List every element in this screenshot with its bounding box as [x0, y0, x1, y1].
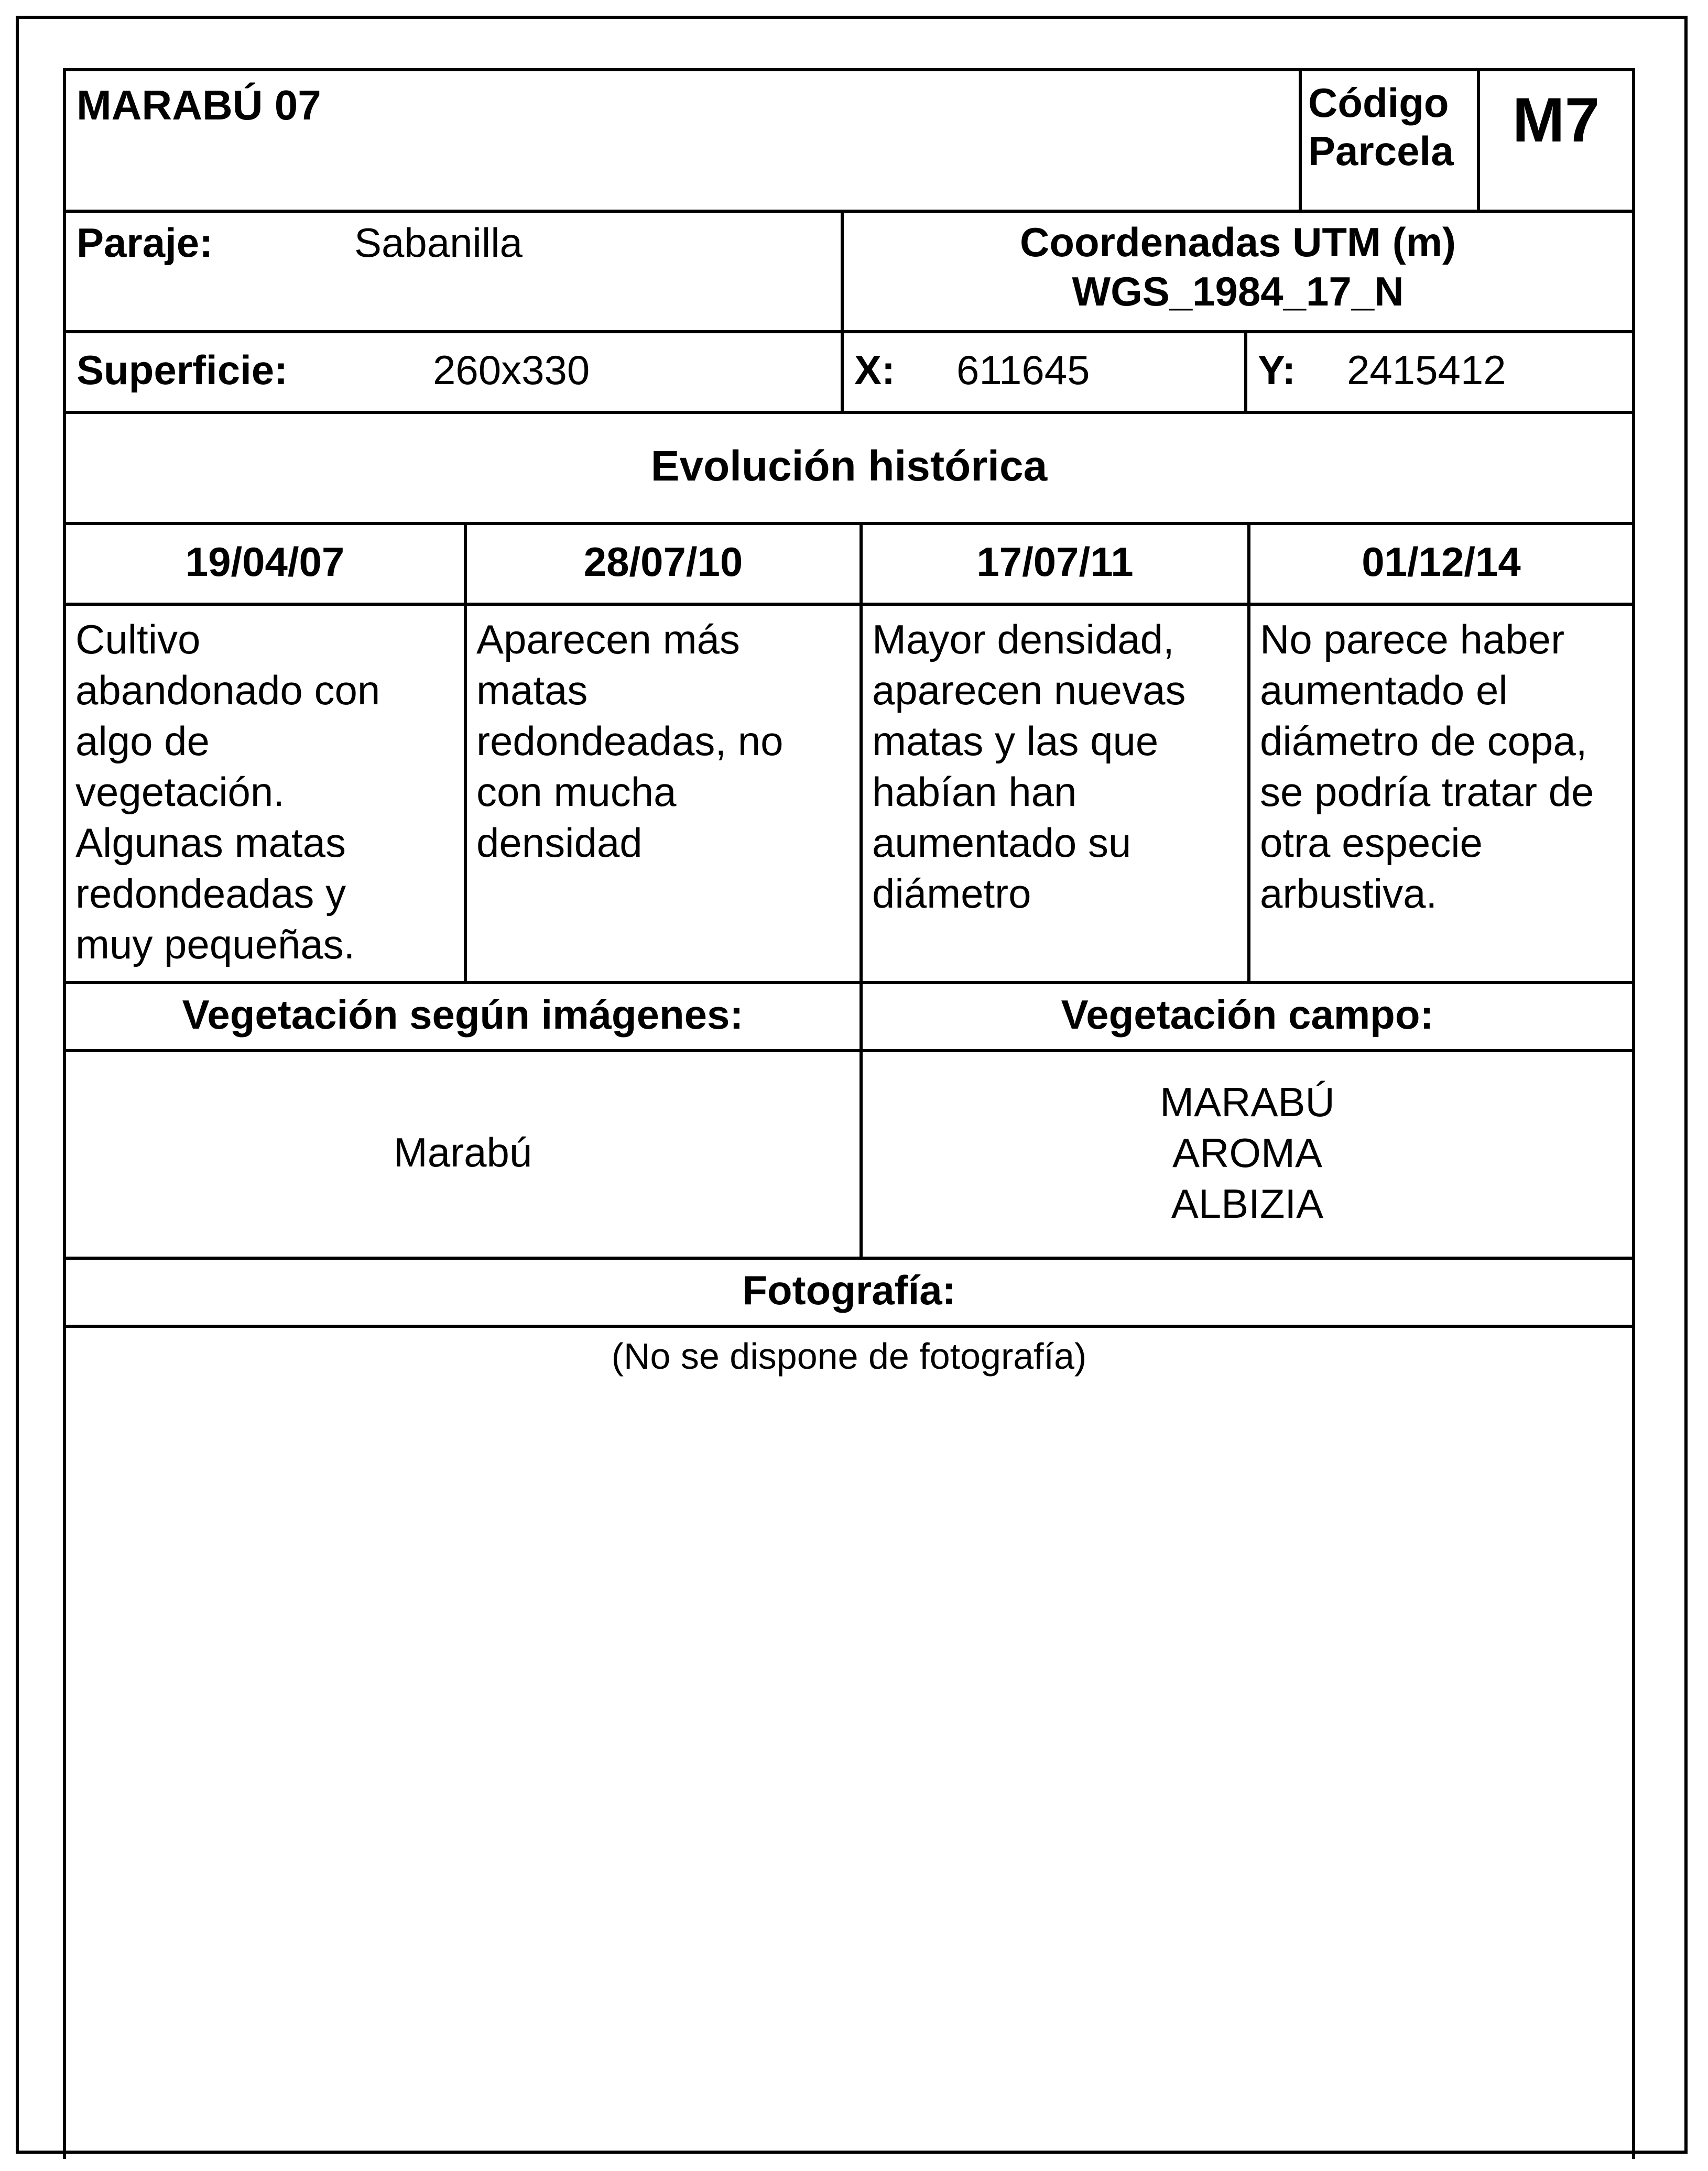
code-label-line1: Código	[1308, 80, 1449, 126]
description-line: aumentado el	[1260, 667, 1508, 713]
description-line: arbustiva.	[1260, 870, 1438, 917]
description-line: Mayor densidad,	[872, 616, 1174, 662]
evolution-description	[467, 603, 863, 981]
code-label-line2: Parcela	[1308, 128, 1454, 174]
paraje-label: Paraje:	[77, 220, 213, 266]
evolution-date: 19/04/07	[66, 522, 467, 603]
paraje-value: Sabanilla	[354, 220, 523, 266]
evolution-date: 01/12/14	[1362, 539, 1521, 585]
evolution-description	[1250, 603, 1632, 981]
description-line: aparecen nuevas	[872, 667, 1186, 713]
vegetation-header-row	[66, 981, 1632, 1052]
description-line: abandonado con	[75, 667, 380, 713]
description-line: vegetación.	[75, 769, 285, 815]
description-line: aumentado su	[872, 820, 1132, 866]
location-row	[66, 210, 1632, 333]
description-line: muy pequeñas.	[75, 921, 355, 967]
evolution-title: Evolución histórica	[650, 442, 1048, 490]
evolution-descriptions-row	[66, 603, 1632, 984]
evolution-description	[863, 603, 1250, 981]
vegetation-field-label: Vegetación campo:	[1061, 991, 1434, 1038]
x-value: 611645	[956, 347, 1090, 394]
description-line: con mucha	[476, 769, 677, 815]
vegetation-values-row	[66, 1049, 1632, 1260]
evolution-dates-row	[66, 522, 1632, 606]
species-item: ALBIZIA	[1171, 1180, 1324, 1227]
coords-title-line2: WGS_1984_17_N	[1072, 268, 1404, 314]
description-line: algo de	[75, 718, 210, 764]
description-line: se podría tratar de	[1260, 769, 1594, 815]
description-line: redondeadas, no	[476, 718, 784, 764]
evolution-description	[66, 603, 467, 981]
evolution-date: 17/07/11	[863, 522, 1250, 603]
photo-header-row	[66, 1257, 1632, 1328]
code-value: M7	[1512, 85, 1600, 155]
superficie-row	[66, 330, 1632, 414]
evolution-title-row	[66, 411, 1632, 525]
photo-label: Fotografía:	[742, 1267, 956, 1314]
plot-record-sheet	[63, 68, 1635, 2159]
description-line: habían han	[872, 769, 1077, 815]
photo-area	[66, 1325, 1632, 2158]
vegetation-images-label: Vegetación según imágenes:	[66, 981, 863, 1049]
superficie-cell	[66, 330, 844, 411]
description-line: otra especie	[1260, 820, 1483, 866]
code-label	[1302, 71, 1480, 210]
species-item: MARABÚ	[1160, 1078, 1335, 1125]
description-line: matas	[476, 667, 588, 713]
coords-title	[844, 210, 1632, 330]
description-line: No parece haber	[1260, 616, 1565, 662]
y-label: Y:	[1258, 347, 1296, 394]
description-line: diámetro	[872, 870, 1031, 917]
description-line: densidad	[476, 820, 643, 866]
superficie-label: Superficie:	[77, 347, 288, 394]
x-label: X:	[854, 347, 895, 394]
y-value: 2415412	[1347, 347, 1506, 394]
y-coordinate-cell	[1247, 330, 1632, 411]
description-line: Aparecen más	[476, 616, 740, 662]
coords-title-line1: Coordenadas UTM (m)	[1019, 219, 1456, 265]
species-item: AROMA	[1172, 1129, 1323, 1176]
description-line: matas y las que	[872, 718, 1159, 764]
description-line: Cultivo	[75, 616, 201, 662]
x-coordinate-cell	[844, 330, 1247, 411]
vegetation-images-value: Marabú	[66, 1049, 863, 1257]
superficie-value: 260x330	[433, 347, 590, 394]
paraje-cell	[66, 210, 844, 330]
record-title: MARABÚ 07	[66, 71, 1302, 210]
evolution-date: 28/07/10	[467, 522, 863, 603]
description-line: redondeadas y	[75, 870, 346, 917]
photo-note: (No se dispone de fotografía)	[611, 1336, 1087, 1377]
header-row	[66, 71, 1632, 213]
description-line: diámetro de copa,	[1260, 718, 1587, 764]
description-line: Algunas matas	[75, 820, 346, 866]
vegetation-field-values	[863, 1049, 1632, 1257]
